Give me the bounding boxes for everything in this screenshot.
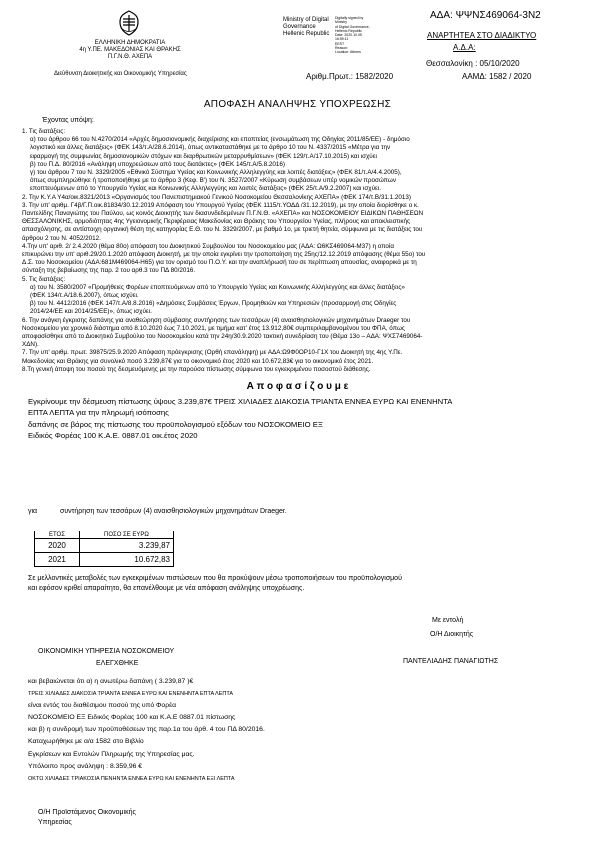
consideration-line: Μακεδονίας και Θράκης για συνολικό ποσό 3.239,87€ για το οικονομικό έτος 2020 και 10.672,83€ για το οικονομικό έτος 2021. [22, 357, 374, 365]
finance-line: είναι εντός του διαθέσιμου ποσού της υπό Φορέα [28, 702, 177, 710]
consideration-line: ΘΕΣΣΑΛΟΝΙΚΗΣ, αρμοδιότητας 4ης Υγειονομικής Περιφέρειας Μακεδονίας και Θράκης του Υπουργείου Υγείας, πλήρους και αποκλειστικής [22, 218, 411, 226]
consideration-line: επικυρώνει την υπ' αριθ.29/20.1.2020 απόφαση Διοικητή, με την οποία εγκρίνει την τροποποίηση της 25ης/12.12.2019 απόφασης (θέμα 55ο) του [22, 251, 426, 259]
decision-heading: Α π ο φ α σ ί ζ ο υ μ ε [246, 381, 349, 392]
org-line-2: 4η Υ.ΠΕ. ΜΑΚΕΔΟΝΙΑΣ ΚΑΙ ΘΡΑΚΗΣ [79, 47, 181, 53]
org-line-3: Π.Γ.Ν.Θ. ΑΧΕΠΑ [107, 54, 153, 60]
signed-line-3: Hellenic Republic [283, 31, 330, 37]
org-line-1: ΕΛΛΗΝΙΚΗ ΔΗΜΟΚΡΑΤΙΑ [94, 40, 166, 46]
consideration-line: Δ.Σ. του Νοσοκομείου (ΑΔΑ:681Μ469064-Η65) για τον ορισμό του Π.Ο.Υ. και την αναπλήρωσή του σε περίπτωση απουσίας, αναφορικά με τη [22, 259, 417, 267]
table-header-row [35, 531, 174, 539]
decision-line: Ειδικός Φορέας 100 Κ.Α.Ε. 0887.01 οικ.έτος 2020 [28, 430, 198, 440]
decision-line: δαπάνης σε βάρος της πίστωσης του προϋπολογισμού εξόδων του ΝΟΣΟΚΟΜΕΙΟ ΕΞ [28, 419, 323, 429]
aamd-number: ΑΑΜΔ: 1582 / 2020 [462, 72, 532, 81]
signed-line-1: Ministry of Digital [283, 17, 329, 23]
consideration-line: εφαρμογή της συμφωνίας δημοσιονομικών στόχων και διαρθρωτικών μεταρρυθμίσεων» (ΦΕΚ 129/τ.Α/17.10.2015) και ισχύει [30, 152, 377, 160]
emblem-icon [118, 10, 140, 36]
finance-lines [28, 676, 388, 785]
consideration-line: (ΦΕΚ 134/τ.Α/18.6.2007), όπως ισχύει. [30, 292, 139, 300]
consideration-line: αποφασίσθηκε από το Διοικητικό Συμβούλιο του Νοσοκομείου κατά την 24η/30.9.2020 τακτική συνεδρίαση του (Θέμα 13ο – ΑΔΑ: ΨΧΣ7469064- [22, 333, 423, 341]
signature-block [283, 17, 333, 38]
place-date: Θεσσαλονίκη : 05/10/2020 [426, 59, 520, 68]
consideration-line: λογιστικό και άλλες διατάξεις» (ΦΕΚ 143/τ.Α/28.6.2014), όπως αντικαταστάθηκε με το άρθρο 10 του Ν. 4337/2015 «Μέτρα για την [30, 144, 391, 152]
purpose-prefix: για [28, 508, 38, 515]
director-role: Ο/Η Διοικητής [430, 631, 474, 638]
table-header-amount: ΠΟΣΟ ΣΕ ΕΥΡΩ [79, 531, 173, 539]
purpose-text: συντήρηση των τεσσάρων (4) αναισθησιολογικών μηχανημάτων Draeger. [60, 508, 287, 515]
greek-emblem [118, 10, 140, 36]
future-changes [28, 574, 588, 593]
consideration-line: απασχόλησης, σε αντίστοιχη οργανική θέση της κατηγορίας Ε.Θ. του Ν. 3329/2007, με βαθμό 1ο, με τριετή θητεία, σύμφωνα με τις διατάξεις του [22, 226, 423, 234]
consideration-line: Παντελίδης Παναγιώτης του Παύλου, ως κοινός Διοικητής των διασυνδεδεμένων Π.Γ.Ν.Θ. «ΑΧΕΠΑ» και ΝΟΣΟΚΟΜΕΙΟΥ ΕΙΔΙΚΩΝ ΠΑΘΗΣΕΩΝ [22, 210, 424, 218]
future-line: και εφόσον κριθεί απαραίτητο, θα επανέλθουμε με νέα απόφαση ανάληψης υποχρέωσης. [28, 584, 305, 592]
consideration-line: 7. Την υπ' αριθμ. πρωτ. 39875/25.9.2020 Απόφαση πρόεγκρισης (Ορθή επανάληψη) με ΑΔΑ:Ω9Φ0ΟΡ10-Γ1Χ του Διοικητή της 4ης Υ.Πε. [22, 349, 403, 357]
consideration-line: 2014/24/ΕΕ και 2014/25/ΕΕ)», όπως ισχύει. [30, 308, 152, 316]
finance-line: Υπόλοιπο προς ανάληψη : 8.359,96 € [28, 762, 143, 770]
department-label: Διεύθυνση Διοικητικής και Οικονομικής Υπηρεσίας [54, 71, 187, 77]
consideration-line: 3. Την υπ' αριθμ. Γ4β/Γ.Π.οικ.81834/30.12.2019 Απόφαση του Υπουργού Υγείας (ΦΕΚ 1115/τ.ΥΟΔΔ /31.12.2019), με την οποία διορίσθηκε ο κ. [22, 201, 419, 209]
finance-line: και βεβαιώνεται ότι α) η ανωτέρω δαπάνη ( 3.239,87 )€ [28, 678, 194, 685]
protocol-number: Αριθμ.Πρωτ.: 1582/2020 [306, 72, 394, 81]
consideration-line: 1. Τις διατάξεις: [22, 128, 66, 135]
sig-small-7: Location: Athens [335, 50, 361, 55]
finance-head-line-2: Υπηρεσίας [38, 818, 72, 826]
decision-line: ΕΠΤΑ ΛΕΠΤΑ για την πληρωμή ισόποσης [28, 408, 169, 418]
page-title: ΑΠΟΦΑΣΗ ΑΝΑΛΗΨΗΣ ΥΠΟΧΡΕΩΣΗΣ [203, 99, 392, 110]
org-block [60, 40, 200, 61]
table-row [35, 553, 174, 567]
consideration-line: 4.Την υπ' αριθ. 2/ 2.4.2020 (θέμα 80ο) απόφαση του Διοικητικού Συμβουλίου του Νοσοκομείου μας (ΑΔΑ: Ω6ΚΣ469064-Μ37) η οποία [22, 242, 394, 250]
ada-top: ΑΔΑ: ΨΨΝΣ469064-3Ν2 [430, 10, 541, 21]
intro-text: Έχοντας υπόψη: [42, 117, 94, 124]
consideration-line: άρθρου 2 του Ν. 4052/2012. [22, 234, 101, 242]
sig-small-4: Date: 2020.10.05 16:59:11 [335, 33, 362, 42]
finance-head-line-1: Ο/Η Προϊστάμενος Οικονομικής [38, 809, 136, 816]
ada-label: Α.Δ.Α: [453, 43, 476, 52]
table-cell-amount: 3.239,87 [79, 539, 173, 553]
finance-line: και β) η συνδρομή των προϋποθέσεων της παρ.1α του άρθ. 4 του ΠΔ 80/2016. [28, 726, 265, 734]
consideration-line: α) του Ν. 3580/2007 «Προμήθειες Φορέων εποπτευόμενων από το Υπουργείο Υγείας και Κοινωνικής Αλληλεγγύης και άλλες διατάξεις» [30, 283, 405, 291]
consideration-line: όπως συμπληρώθηκε ή τροποποιήθηκε με το άρθρο 3 (Κεφ. Β') του Ν. 3527/2007 «Κύρωση συμβάσεων υπέρ νομικών προσώπων [30, 177, 396, 185]
finance-line: Εγκρίσεων και Εντολών Πληρωμής της Υπηρεσίας μας. [28, 750, 195, 758]
table-cell-year: 2021 [35, 553, 80, 567]
sig-small-3: Hellenic Republic [335, 28, 363, 33]
year-amount-table [34, 531, 174, 567]
order-label: Με εντολή [432, 617, 464, 624]
sig-small-6: Reason: [335, 46, 349, 51]
consideration-line: 8.Τη γενική άποψη του ποσού της δεσμευόμενης με την παρούσα πίστωσης σύμφωνα του εγκεκριμένου ποσοστού διάθεσης. [22, 365, 371, 373]
finance-checked: ΕΛΕΓΧΘΗΚΕ [96, 660, 139, 667]
director-name: ΠΑΝΤΕΛΙΑΔΗΣ ΠΑΝΑΓΙΩΤΗΣ [403, 658, 499, 665]
consideration-line: α) του άρθρου 66 του Ν.4270/2014 «Αρχές δημοσιονομικής διαχείρισης και εποπτείας (ενσωμάτωση της Οδηγίας 2011/85/ΕΕ) - δημόσιο [30, 136, 410, 144]
table-header-year: ΕΤΟΣ [35, 531, 80, 539]
finance-line: ΟΚΤΩ ΧΙΛΙΑΔΕΣ ΤΡΙΑΚΟΣΙΑ ΠΕΝΗΝΤΑ ΕΝΝΕΑ ΕΥΡΩ ΚΑΙ ΕΝΕΝΗΝΤΑ ΕΞΙ ΛΕΠΤΑ [28, 775, 235, 782]
signed-line-2: Governance [283, 24, 316, 30]
consideration-line: 5. Τις διατάξεις: [22, 275, 66, 283]
consideration-line: εποπτευόμενων από το Υπουργείο Υγείας και Κοινωνικής Αλληλεγγύης και λοιπές διατάξεις» (ΦΕΚ 25/τ.Α/9.2.2007) και ισχύει. [30, 185, 382, 193]
consideration-line: Νοσοκομείου για χρονικό διάστημα από 8.10.2020 έως 7.10.2021, με τιμήμα κατ' έτος 13.912,80€ συμπεριλαμβανομένου του ΦΠΑ, όπως [22, 324, 405, 332]
sig-small-5: EEST [335, 41, 345, 46]
sig-small-2: of Digital Governance, [335, 24, 370, 29]
decision-block [28, 396, 588, 441]
finance-line: Καταχωρήθηκε με α/α 1582 στο Βιβλίο [28, 738, 144, 746]
consideration-line: ΧΔΝ). [22, 341, 39, 349]
sig-small-1: Digitally signed by Ministry [335, 16, 364, 25]
finance-line: ΤΡΕΙΣ ΧΙΛΙΑΔΕΣ ΔΙΑΚΟΣΙΑ ΤΡΙΑΝΤΑ ΕΝΝΕΑ ΕΥΡΩ ΚΑΙ ΕΝΕΝΗΝΤΑ ΕΠΤΑ ΛΕΠΤΑ [28, 691, 233, 698]
table-row [35, 539, 174, 553]
consideration-line: 2. Την Κ.Υ.Α Υ4α/οικ.8321/2013 «Οργανισμός του Πανεπιστημιακού Γενικού Νοσοκομείου Θεσσαλονίκης ΑΧΕΠΑ» (ΦΕΚ 174/τ.Β/31.1.2013) [22, 193, 411, 201]
finance-line: ΝΟΣΟΚΟΜΕΙΟ ΕΞ Ειδικός Φορέας 100 και Κ.Α.Ε 0887.01 πίστωσης [28, 714, 236, 722]
finance-head [38, 808, 136, 827]
table-cell-year: 2020 [35, 539, 80, 553]
future-line: Σε μελλοντικές μεταβολές των εγκεκριμένων πιστώσεων που θα προκύψουν μέσω τροποποιήσεων του προϋπολογισμού [28, 575, 402, 582]
signature-small [335, 16, 375, 55]
consideration-line: σύνταξη της βεβαίωσης της παρ. 2 του αρθ.3 του ΠΔ 80/2016. [22, 267, 196, 275]
finance-service: ΟΙΚΟΝΟΜΙΚΗ ΥΠΗΡΕΣΙΑ ΝΟΣΟΚΟΜΕΙΟΥ [38, 648, 175, 655]
table-cell-amount: 10.672,83 [79, 553, 173, 567]
consideration-line: 6. Την ανάγκη έγκρισης δαπάνης για αναθεώρηση σύμβασης συντήρησης των τεσσάρων (4) αναισθησιολογικών μηχανημάτων Draeger του [22, 316, 411, 324]
posted-label: ΑΝΑΡΤΗΤΕΑ ΣΤΟ ΔΙΑΔΙΚΤΥΟ [427, 31, 537, 40]
consideration-line: γ) του άρθρου 7 του Ν. 3329/2005 «Εθνικό Σύστημα Υγείας και Κοινωνικής Αλληλεγγύης και λοιπές διατάξεις» (ΦΕΚ 81/τ.Α/4.4.2005), [30, 169, 402, 177]
decision-line: Εγκρίνουμε την δέσμευση πίστωσης ύψους 3.239,87€ ΤΡΕΙΣ ΧΙΛΙΑΔΕΣ ΔΙΑΚΟΣΙΑ ΤΡΙΑΝΤΑ ΕΝΝΕΑ ΕΥΡΩ ΚΑΙ ΕΝΕΝΗΝΤΑ [28, 397, 453, 406]
consideration-line: β) του Π.Δ. 80/2016 «Ανάληψη υποχρεώσεων από τους διατάκτες» (ΦΕΚ 145/τ.Α/5.8.2016) [30, 160, 285, 168]
consideration-line: β) του Ν. 4412/2016 (ΦΕΚ 147/τ.Α/8.8.2016) «Δημόσιες Συμβάσεις Έργων, Προμηθειών και Υπηρεσιών (προσαρμογή στις Οδηγίες [30, 300, 397, 308]
considerations-list [22, 128, 582, 374]
